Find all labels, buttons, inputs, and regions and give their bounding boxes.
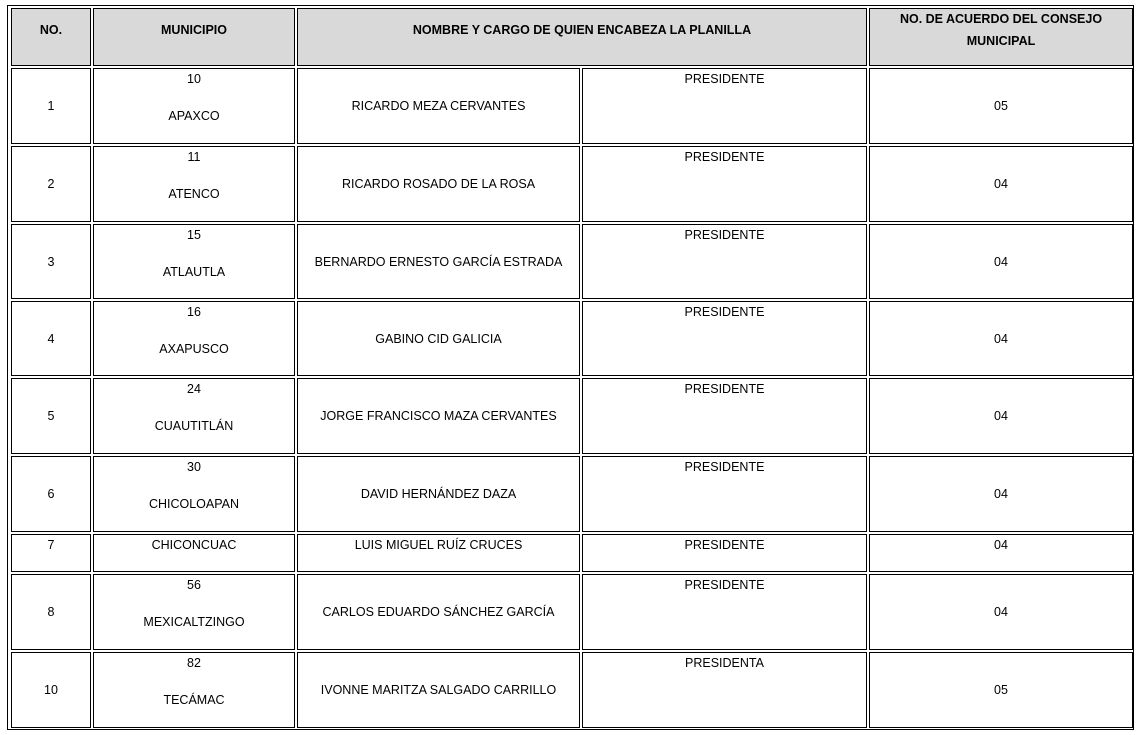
candidate-name: GABINO CID GALICIA <box>375 332 502 346</box>
municipio-cell <box>93 378 295 454</box>
cargo-cell <box>582 378 867 454</box>
municipio-number: 24 <box>187 382 201 396</box>
acuerdo-number: 05 <box>994 683 1008 697</box>
acuerdo-cell <box>869 574 1133 650</box>
candidate-name: IVONNE MARITZA SALGADO CARRILLO <box>320 683 557 697</box>
municipio-name: AXAPUSCO <box>159 342 229 356</box>
row-no-cell <box>11 68 91 144</box>
row-no-cell <box>11 224 91 299</box>
acuerdo-number: 04 <box>994 487 1008 501</box>
nombre-cell <box>297 301 580 376</box>
header-acuerdo <box>869 8 1133 66</box>
municipio-name: APAXCO <box>168 109 220 123</box>
cargo-cell <box>582 146 867 222</box>
cargo-cell <box>582 652 867 728</box>
header-nombre-label: NOMBRE Y CARGO DE QUIEN ENCABEZA LA PLANILLA <box>412 23 752 37</box>
row-no-cell <box>11 378 91 454</box>
cargo-cell <box>582 224 867 299</box>
nombre-cell <box>297 224 580 299</box>
nombre-cell <box>297 378 580 454</box>
row-number: 6 <box>47 487 55 501</box>
row-no-cell <box>11 574 91 650</box>
header-municipio-label: MUNICIPIO <box>161 23 227 37</box>
nombre-cell <box>297 652 580 728</box>
candidate-name: CARLOS EDUARDO SÁNCHEZ GARCÍA <box>322 605 555 619</box>
municipio-number: 11 <box>187 150 201 164</box>
acuerdo-number: 04 <box>994 332 1008 346</box>
cargo-cell <box>582 574 867 650</box>
row-no-cell <box>11 456 91 532</box>
acuerdo-cell <box>869 456 1133 532</box>
acuerdo-number: 05 <box>994 99 1008 113</box>
cargo-cell <box>582 68 867 144</box>
header-no-label: NO. <box>39 23 63 37</box>
acuerdo-cell <box>869 301 1133 376</box>
municipio-cell <box>93 146 295 222</box>
row-no-cell <box>11 146 91 222</box>
municipio-number: 15 <box>187 228 201 242</box>
candidate-cargo: PRESIDENTE <box>684 578 765 592</box>
cargo-cell <box>582 534 867 572</box>
municipio-name: CHICONCUAC <box>151 538 237 552</box>
municipio-number: 82 <box>187 656 201 670</box>
nombre-cell <box>297 146 580 222</box>
candidate-cargo: PRESIDENTE <box>684 305 765 319</box>
row-no-cell <box>11 534 91 572</box>
candidate-name: JORGE FRANCISCO MAZA CERVANTES <box>320 409 557 423</box>
municipio-name: ATLAUTLA <box>162 265 226 279</box>
municipio-cell <box>93 301 295 376</box>
municipio-cell <box>93 652 295 728</box>
nombre-cell <box>297 574 580 650</box>
municipio-name: CUAUTITLÁN <box>154 419 234 433</box>
acuerdo-number: 04 <box>994 409 1008 423</box>
row-number: 10 <box>44 683 58 697</box>
municipio-name: TECÁMAC <box>163 693 225 707</box>
header-acuerdo-label-line1: NO. DE ACUERDO DEL CONSEJO <box>899 12 1103 26</box>
candidate-name: LUIS MIGUEL RUÍZ CRUCES <box>354 538 523 552</box>
candidate-name: RICARDO MEZA CERVANTES <box>351 99 526 113</box>
candidate-cargo: PRESIDENTE <box>684 538 765 552</box>
row-number: 5 <box>47 409 55 423</box>
header-municipio <box>93 8 295 66</box>
acuerdo-cell <box>869 378 1133 454</box>
row-number: 4 <box>47 332 55 346</box>
municipio-number: 30 <box>187 460 201 474</box>
candidate-name: RICARDO ROSADO DE LA ROSA <box>341 177 536 191</box>
acuerdo-number: 04 <box>994 255 1008 269</box>
acuerdo-number: 04 <box>994 538 1008 552</box>
candidate-name: BERNARDO ERNESTO GARCÍA ESTRADA <box>314 255 563 269</box>
candidate-cargo: PRESIDENTA <box>685 656 764 670</box>
row-number: 1 <box>47 99 55 113</box>
acuerdo-cell <box>869 146 1133 222</box>
row-number: 3 <box>47 255 55 269</box>
row-no-cell <box>11 652 91 728</box>
municipio-cell <box>93 224 295 299</box>
municipio-cell <box>93 534 295 572</box>
municipio-number: 16 <box>187 305 201 319</box>
municipio-name: ATENCO <box>168 187 220 201</box>
municipio-cell <box>93 456 295 532</box>
candidate-cargo: PRESIDENTE <box>684 150 765 164</box>
candidate-cargo: PRESIDENTE <box>684 228 765 242</box>
municipio-name: MEXICALTZINGO <box>143 615 245 629</box>
header-nombre <box>297 8 867 66</box>
municipio-name: CHICOLOAPAN <box>148 497 240 511</box>
nombre-cell <box>297 534 580 572</box>
nombre-cell <box>297 456 580 532</box>
row-no-cell <box>11 301 91 376</box>
header-no <box>11 8 91 66</box>
candidate-name: DAVID HERNÁNDEZ DAZA <box>360 487 517 501</box>
acuerdo-cell <box>869 224 1133 299</box>
row-number: 2 <box>47 177 55 191</box>
candidate-cargo: PRESIDENTE <box>684 72 765 86</box>
acuerdo-cell <box>869 68 1133 144</box>
municipio-number: 56 <box>187 578 201 592</box>
municipio-cell <box>93 574 295 650</box>
municipio-cell <box>93 68 295 144</box>
row-number: 8 <box>47 605 55 619</box>
cargo-cell <box>582 456 867 532</box>
cargo-cell <box>582 301 867 376</box>
acuerdo-number: 04 <box>994 605 1008 619</box>
row-number: 7 <box>47 538 55 552</box>
acuerdo-number: 04 <box>994 177 1008 191</box>
municipio-number: 10 <box>187 72 201 86</box>
candidate-cargo: PRESIDENTE <box>684 460 765 474</box>
candidate-cargo: PRESIDENTE <box>684 382 765 396</box>
header-acuerdo-label-line2: MUNICIPAL <box>966 34 1036 48</box>
nombre-cell <box>297 68 580 144</box>
acuerdo-cell <box>869 534 1133 572</box>
acuerdo-cell <box>869 652 1133 728</box>
